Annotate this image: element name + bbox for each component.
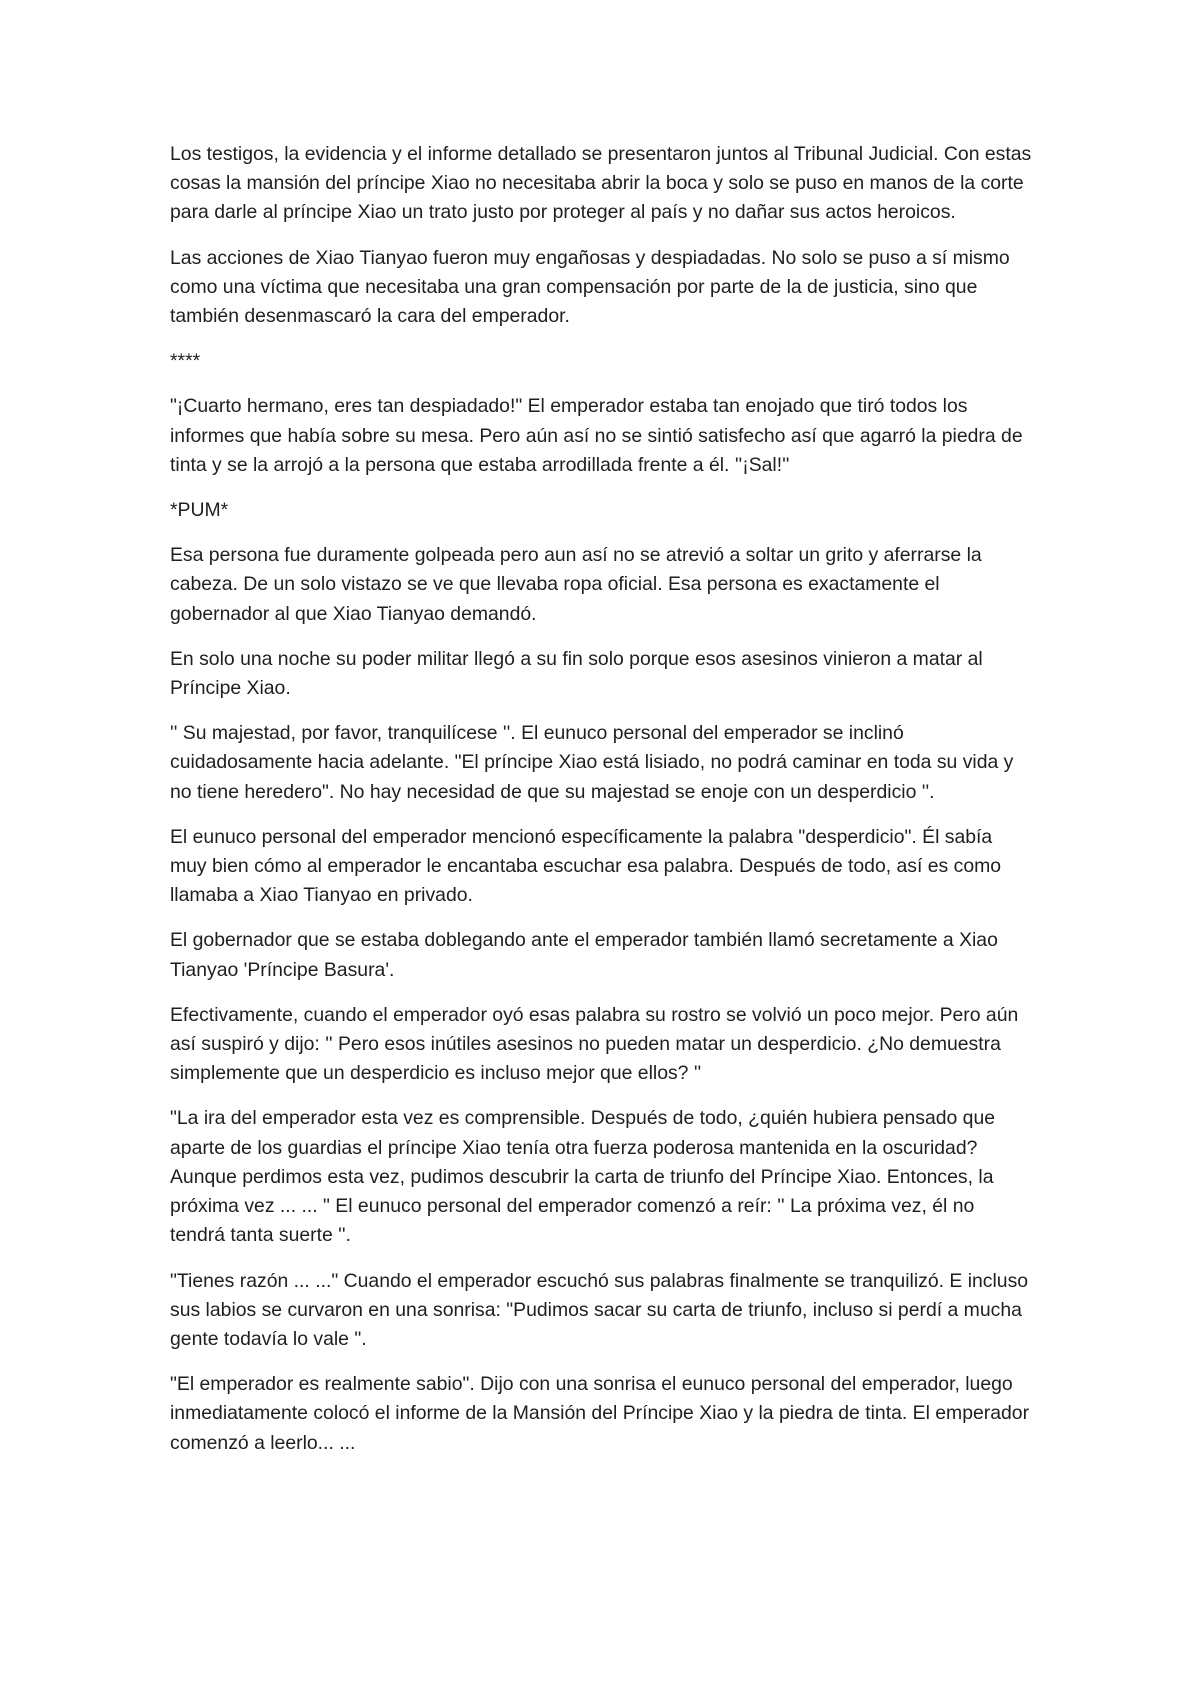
paragraph-7: El eunuco personal del emperador mencionó específicamente la palabra "desperdicio". Él sabía muy bien cómo al emperador le encantaba escuchar esa palabra. Después de todo, así es como llamaba a Xiao Tianyao en privado. [170,825,1002,907]
paragraph-4: Esa persona fue duramente golpeada pero aun así no se atrevió a soltar un grito y aferrarse la cabeza. De un solo vistazo se ve que llevaba ropa oficial. Esa persona es exactamente el gobernador al que Xiao Tianyao demandó. [170,544,982,625]
paragraph-12: "El emperador es realmente sabio". Dijo con una sonrisa el eunuco personal del emperador, luego inmediatamente colocó el informe de la Mansión del Príncipe Xiao y la piedra de tinta. El emperador comenzó a leerlo... ... [170,1373,1030,1454]
paragraph-11: "Tienes razón ... ..." Cuando el emperador escuchó sus palabras finalmente se tranquilizó. E incluso sus labios se curvaron en una sonrisa: "Pudimos sacar su carta de triunfo, incluso si perdí a mucha gente todavía lo vale ". [170,1269,1029,1350]
paragraph-6: '' Su majestad, por favor, tranquilícese ''. El eunuco personal del emperador se inclinó cuidadosamente hacia adelante. "El príncipe Xiao está lisiado, no podrá caminar en toda su vida y no tiene heredero". No hay necesidad de que su majestad se enoje con un desperdicio ''. [170,722,1014,803]
paragraph-1: Los testigos, la evidencia y el informe detallado se presentaron juntos al Tribunal Judicial. Con estas cosas la mansión del príncipe Xiao no necesitaba abrir la boca y solo se puso en manos de la corte para darle al príncipe Xiao un trato justo por proteger al país y no dañar sus actos heroicos. [170,143,1032,224]
sound-effect: *PUM* [170,499,229,522]
paragraph-5: En solo una noche su poder militar llegó a su fin solo porque esos asesinos vinieron a matar al Príncipe Xiao. [170,647,983,700]
paragraph-10: "La ira del emperador esta vez es comprensible. Después de todo, ¿quién hubiera pensado que aparte de los guardias el príncipe Xiao tenía otra fuerza poderosa mantenida en la oscuridad? Aunque perdimos esta vez, pudimos descubrir la carta de triunfo del Príncipe Xiao. Entonces, la próxima vez ... ... " El eunuco personal del emperador comenzó a reír: '' La próxima vez, él no tendrá tanta suerte ''. [170,1107,996,1247]
paragraph-2: Las acciones de Xiao Tianyao fueron muy engañosas y despiadadas. No solo se puso a sí mismo como una víctima que necesitaba una gran compensación por parte de la de justicia, sino que también desenmascaró la cara del emperador. [170,246,1010,328]
paragraph-8: El gobernador que se estaba doblegando ante el emperador también llamó secretamente a Xiao Tianyao 'Príncipe Basura'. [170,929,998,981]
paragraph-9: Efectivamente, cuando el emperador oyó esas palabra su rostro se volvió un poco mejor. Pero aún así suspiró y dijo: '' Pero esos inútiles asesinos no pueden matar un desperdicio. ¿No demuestra simplemente que un desperdicio es incluso mejor que ellos? '' [170,1003,1019,1085]
paragraph-3: "¡Cuarto hermano, eres tan despiadado!" El emperador estaba tan enojado que tiró todos los informes que había sobre su mesa. Pero aún así no se sintió satisfecho así que agarró la piedra de tinta y se la arrojó a la persona que estaba arrodillada frente a él. ''¡Sal!'' [170,395,1023,476]
document-body [170,140,1032,1474]
scene-break: **** [170,350,201,373]
